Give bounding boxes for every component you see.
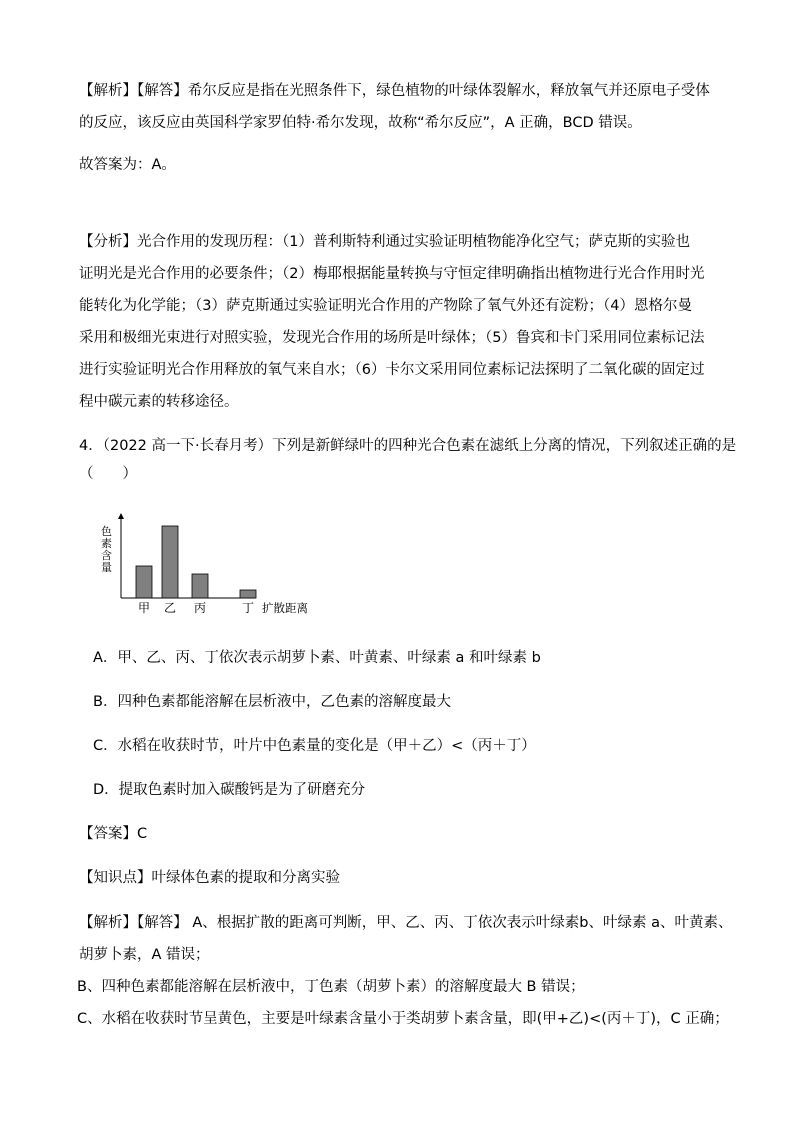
x-tick-label: 丙 [193,601,207,615]
analysis-text-line: 进行实验证明光合作用释放的氧气来自水；（6）卡尔文采用同位素标记法探明了二氧化碳的固定过 [79,362,705,378]
analysis-line-2: 的反应，该反应由英国科学家罗伯特·希尔发现，故称“希尔反应”，A 正确，BCD 错误。 [79,115,642,131]
bar-4 [240,590,256,598]
analysis-line-1: 【解析】【解答】希尔反应是指在光照条件下，绿色植物的叶绿体裂解水，释放氧气并还原电子受体 [79,83,710,99]
analysis-text-line: 【分析】光合作用的发现历程：（1）普利斯特利通过实验证明植物能净化空气；萨克斯的实验也 [79,234,690,250]
analysis-text-line: 能转化为化学能；（3）萨克斯通过实验证明光合作用的产物除了氧气外还有淀粉；（4）恩格尔曼 [79,298,692,314]
question-stem-line-2: （ ） [79,466,137,482]
explanation-line: C、水稻在收获时节呈黄色，主要是叶绿素含量小于类胡萝卜素含量，即(甲+乙)<(丙＋丁)，C 正确； [77,1011,729,1027]
question-stem-line-1: 4．（2022 高一下·长春月考）下列是新鲜绿叶的四种光合色素在滤纸上分离的情况，下列叙述正确的是 [79,438,737,454]
analysis-text-line: 采用和极细光束进行对照实验，发现光合作用的场所是叶绿体；（5）鲁宾和卡门采用同位素标记法 [79,330,705,346]
x-tick-label: 乙 [163,601,177,615]
option-c: C．水稻在收获时节，叶片中色素量的变化是（甲＋乙）<（丙＋丁） [93,738,536,754]
bar-3 [192,574,208,598]
x-axis-label: 扩散距离 [262,601,308,615]
bar-1 [136,566,152,598]
explanation-line: 【解析】【解答】 A、根据扩散的距离可判断，甲、乙、丙、丁依次表示叶绿素b、叶绿素 a、叶黄素、 [79,915,733,931]
pigment-bar-chart [100,512,340,622]
explanation-line: B、四种色素都能溶解在层析液中，丁色素（胡萝卜素）的溶解度最大 B 错误； [77,979,585,995]
option-b: B．四种色素都能溶解在层析液中，乙色素的溶解度最大 [93,694,451,710]
option-a: A．甲、乙、丙、丁依次表示胡萝卜素、叶黄素、叶绿素 a 和叶绿素 b [93,650,541,666]
answer-line: 故答案为：A。 [79,157,176,173]
knowledge-point: 【知识点】叶绿体色素的提取和分离实验 [79,870,340,886]
answer-label: 【答案】C [79,826,148,842]
explanation-line: 胡萝卜素，A 错误； [79,947,210,963]
analysis-text-line: 证明光是光合作用的必要条件；（2）梅耶根据能量转换与守恒定律明确指出植物进行光合作用时光 [79,266,705,282]
option-d: D．提取色素时加入碳酸钙是为了研磨充分 [93,782,366,798]
analysis-text-line: 程中碳元素的转移途径。 [79,394,239,410]
bar-2 [162,526,178,598]
x-tick-label: 甲 [137,601,151,615]
x-tick-label: 丁 [241,601,255,615]
y-axis-label: 色素含量 [101,525,112,574]
